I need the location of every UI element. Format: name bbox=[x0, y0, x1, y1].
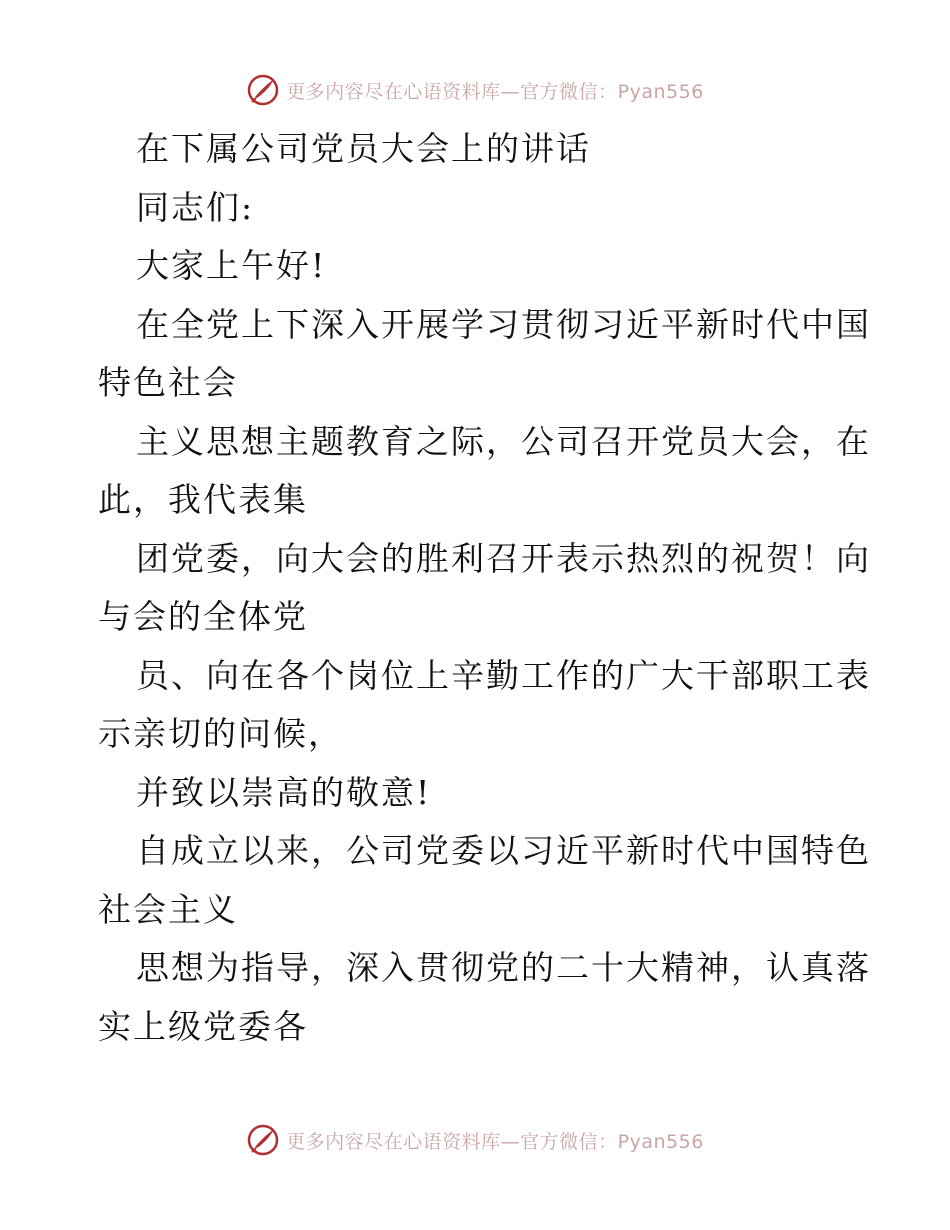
quill-logo-icon bbox=[246, 73, 280, 107]
header-banner-text: 更多内容尽在心语资料库—官方微信：Pyan556 bbox=[286, 80, 704, 103]
footer-banner bbox=[0, 1120, 950, 1160]
document-body bbox=[98, 120, 871, 1056]
document-line: 员、向在各个岗位上辛勤工作的广大干部职工表 bbox=[136, 655, 871, 695]
document-line: 思想为指导，深入贯彻党的二十大精神，认真落 bbox=[136, 948, 871, 987]
document-line: 团党委，向大会的胜利召开表示热烈的祝贺！向 bbox=[136, 538, 871, 578]
header-banner bbox=[0, 70, 950, 110]
quill-logo-icon bbox=[246, 1123, 280, 1157]
document-line: 在全党上下深入开展学习贯彻习近平新时代中国 bbox=[136, 304, 871, 344]
document-line: 大家上午好! bbox=[136, 246, 327, 285]
document-line: 并致以崇高的敬意! bbox=[136, 772, 432, 812]
document-line: 同志们: bbox=[136, 187, 255, 227]
header-banner-inner bbox=[246, 73, 704, 107]
footer-banner-inner bbox=[246, 1123, 704, 1157]
document-title: 在下属公司党员大会上的讲话 bbox=[136, 129, 591, 168]
document-line: 社会主义 bbox=[98, 889, 238, 929]
document-line: 实上级党委各 bbox=[98, 1006, 308, 1046]
document-line: 与会的全体党 bbox=[98, 597, 308, 636]
document-line: 主义思想主题教育之际，公司召开党员大会，在 bbox=[136, 421, 871, 461]
document-line: 自成立以来，公司党委以习近平新时代中国特色 bbox=[136, 831, 871, 870]
document-line: 此，我代表集 bbox=[98, 480, 308, 519]
document-line: 示亲切的问候， bbox=[98, 714, 343, 753]
footer-banner-text: 更多内容尽在心语资料库—官方微信：Pyan556 bbox=[286, 1130, 704, 1153]
document-line: 特色社会 bbox=[98, 363, 238, 402]
